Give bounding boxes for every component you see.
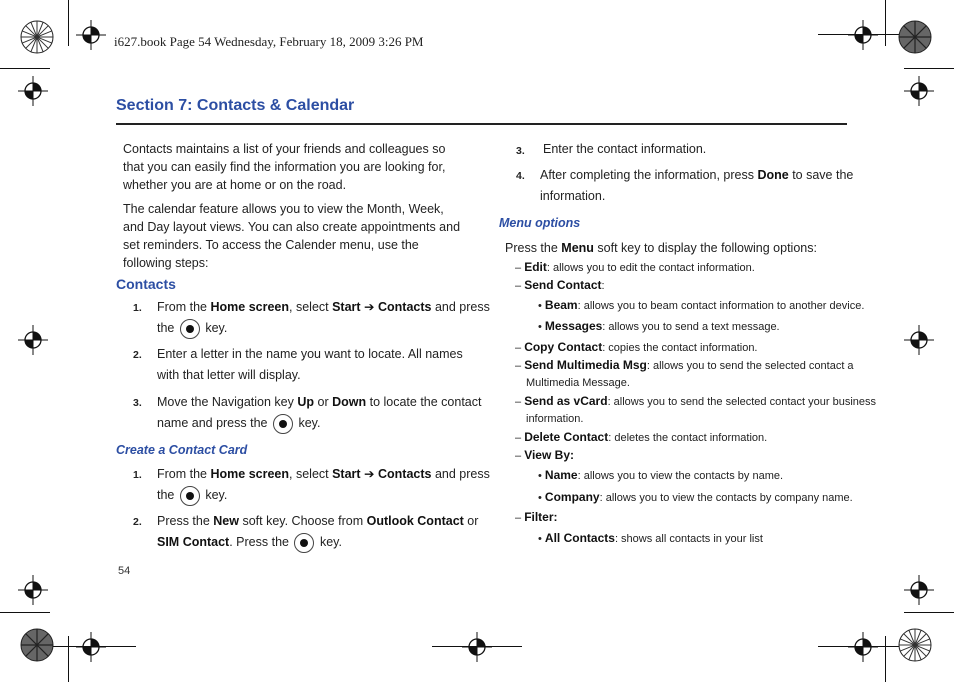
intro-paragraph-contacts: Contacts maintains a list of your friends and colleagues so that you can easily find the information you are looking for, whether you are at home or on the road.: [123, 142, 446, 192]
starburst-mark-icon: [898, 628, 932, 662]
menu-option-send-vcard-cont: information.: [526, 413, 584, 425]
registration-mark-icon: [462, 632, 492, 662]
registration-mark-icon: [848, 20, 878, 50]
registration-mark-icon: [904, 325, 934, 355]
contacts-heading: Contacts: [116, 276, 176, 292]
create-card-step-1: From the Home screen, select Start ➔ Contacts and press the key.: [157, 464, 490, 506]
menu-option-filter: – Filter:: [515, 510, 558, 524]
menu-suboption-company: • Company: allows you to view the contacts by company name.: [538, 490, 853, 504]
step-number: 3.: [516, 145, 525, 157]
contacts-step-3: Move the Navigation key Up or Down to locate the contact name and press the key.: [157, 392, 481, 434]
contact-step-3: Enter the contact information.: [543, 142, 707, 156]
menu-option-send-contact: – Send Contact:: [515, 278, 605, 292]
select-key-icon: [180, 486, 200, 506]
menu-option-send-multimedia-cont: Multimedia Message.: [526, 377, 630, 389]
starburst-mark-icon: [898, 20, 932, 54]
menu-option-delete-contact: – Delete Contact: deletes the contact information.: [515, 430, 768, 444]
registration-mark-icon: [76, 20, 106, 50]
registration-mark-icon: [848, 632, 878, 662]
title-rule: [116, 123, 847, 125]
menu-suboption-name: • Name: allows you to view the contacts by name.: [538, 468, 784, 482]
print-header: i627.book Page 54 Wednesday, February 18, 2009 3:26 PM: [114, 34, 424, 49]
select-key-icon: [273, 414, 293, 434]
menu-option-send-vcard: – Send as vCard: allows you to send the selected contact your business: [515, 394, 876, 408]
contact-step-4: After completing the information, press Done to save the information.: [540, 168, 854, 203]
menu-options-heading: Menu options: [499, 216, 581, 230]
starburst-mark-icon: [20, 20, 54, 54]
registration-mark-icon: [18, 325, 48, 355]
step-number: 2.: [133, 516, 142, 528]
menu-options-intro: Press the Menu soft key to display the following options:: [505, 241, 817, 255]
contacts-step-1: From the Home screen, select Start ➔ Contacts and press the key.: [157, 297, 490, 339]
registration-mark-icon: [18, 575, 48, 605]
registration-mark-icon: [76, 632, 106, 662]
step-number: 1.: [133, 302, 142, 314]
menu-option-view-by: – View By:: [515, 448, 574, 462]
select-key-icon: [294, 533, 314, 553]
page-number: 54: [118, 565, 131, 577]
section-title: Section 7: Contacts & Calendar: [116, 97, 355, 114]
menu-suboption-messages: • Messages: allows you to send a text message.: [538, 319, 780, 333]
step-number: 3.: [133, 397, 142, 409]
starburst-mark-icon: [20, 628, 54, 662]
create-contact-card-heading: Create a Contact Card: [116, 443, 248, 457]
step-number: 2.: [133, 349, 142, 361]
intro-paragraph-calendar: The calendar feature allows you to view the Month, Week, and Day layout views. You can also create appointments and set reminders. To access the Calender menu, use the following steps:: [123, 202, 461, 270]
registration-mark-icon: [904, 575, 934, 605]
select-key-icon: [180, 319, 200, 339]
menu-option-edit: – Edit: allows you to edit the contact information.: [515, 260, 755, 274]
registration-mark-icon: [904, 76, 934, 106]
step-number: 4.: [516, 170, 525, 182]
contacts-step-2: Enter a letter in the name you want to locate. All names with that letter will display.: [157, 347, 463, 382]
menu-suboption-beam: • Beam: allows you to beam contact information to another device.: [538, 298, 865, 312]
menu-option-copy-contact: – Copy Contact: copies the contact information.: [515, 340, 758, 354]
create-card-step-2: Press the New soft key. Choose from Outlook Contact or SIM Contact. Press the key.: [157, 511, 478, 553]
step-number: 1.: [133, 469, 142, 481]
menu-option-send-multimedia: – Send Multimedia Msg: allows you to send the selected contact a: [515, 358, 854, 372]
menu-suboption-all-contacts: • All Contacts: shows all contacts in your list: [538, 531, 763, 545]
registration-mark-icon: [18, 76, 48, 106]
